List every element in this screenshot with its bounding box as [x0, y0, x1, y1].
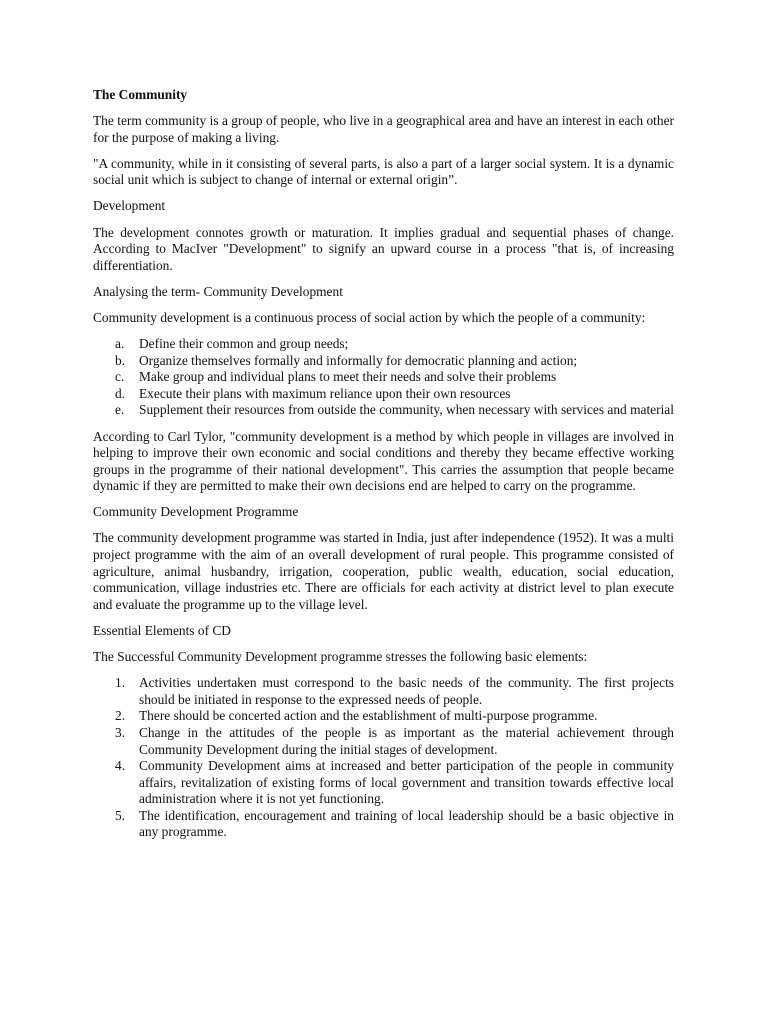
list-item-text: Community Development aims at increased and better participation of the people in community affairs, revitalization of existing forms of local government and transition towards effective local administration where it is not yet functioning. — [139, 758, 674, 807]
list-item — [93, 725, 674, 758]
list-item-text: Activities undertaken must correspond to the basic needs of the community. The first projects should be initiated in response to the expressed needs of people. — [139, 675, 674, 707]
list-item-text: Define their common and group needs; — [139, 336, 349, 352]
list-marker: c. — [115, 369, 125, 385]
list-item-text: There should be concerted action and the establishment of multi-purpose programme. — [139, 708, 598, 724]
page-title: The Community — [93, 87, 188, 102]
list-marker: 1. — [115, 675, 126, 691]
heading-essential-elements: Essential Elements of CD — [93, 622, 231, 638]
list-marker: 5. — [115, 807, 126, 823]
list-item-text: The identification, encouragement and training of local leadership should be a basic objective in any programme. — [139, 807, 674, 840]
list-item — [93, 675, 674, 708]
list-marker: 4. — [115, 758, 126, 774]
paragraph-community-quote: "A community, while in it consisting of several parts, is also a part of a larger social system. It is a dynamic social unit which is subject to change of internal or external origin”. — [93, 155, 674, 188]
list-marker: e. — [115, 402, 125, 418]
list-marker: a. — [115, 336, 125, 352]
paragraph-cd-intro: Community development is a continuous process of social action by which the people of a community: — [93, 309, 646, 325]
list-item — [93, 336, 674, 353]
list-marker: 2. — [115, 708, 126, 724]
list-marker: 3. — [115, 724, 126, 740]
paragraph-community-definition: The term community is a group of people, who live in a geographical area and have an interest in each other for the purpose of making a living. — [93, 113, 674, 145]
list-item-text: Organize themselves formally and informally for democratic planning and action; — [139, 352, 578, 368]
list-marker: b. — [115, 352, 126, 368]
list-item — [93, 402, 674, 419]
list-item-text: Make group and individual plans to meet their needs and solve their problems — [139, 369, 557, 385]
list-item-text: Supplement their resources from outside the community, when necessary with services and material — [139, 402, 674, 418]
heading-development: Development — [93, 198, 166, 214]
paragraph-tylor: According to Carl Tylor, "community development is a method by which people in villages are involved in helping to improve their own economic and social conditions and thereby they became effective working groups in the programme of their national development". This carries the assumption that people became dynamic if they are permitted to make their own decisions end are helped to carry on the programme. — [93, 428, 674, 494]
paragraph-development: The development connotes growth or maturation. It implies gradual and sequential phases of change. According to MacIver "Development" to signify an upward course in a process "that is, of increasing differentiation. — [93, 224, 674, 273]
heading-cd-programme: Community Development Programme — [93, 504, 299, 520]
list-item — [93, 758, 674, 808]
paragraph-cd-programme: The community development programme was started in India, just after independence (1952). It was a multi project programme with the aim of an overall development of rural people. This programme consisted of agriculture, animal husbandry, irrigation, cooperation, public wealth, education, social education, communication, village industries etc. There are officials for each activity at district level to plan execute and evaluate the programme up to the village level. — [93, 530, 674, 612]
list-item-text: Execute their plans with maximum reliance upon their own resources — [139, 385, 511, 401]
list-item — [93, 369, 674, 386]
heading-analysing: Analysing the term- Community Development — [93, 283, 343, 299]
list-item — [93, 386, 674, 403]
list-item — [93, 353, 674, 370]
elements-list — [93, 675, 674, 841]
list-marker: d. — [115, 385, 126, 401]
list-item — [93, 808, 674, 841]
list-item — [93, 708, 674, 725]
cd-steps-list — [93, 336, 674, 419]
paragraph-elements-intro: The Successful Community Development programme stresses the following basic elements: — [93, 649, 588, 665]
list-item-text: Change in the attitudes of the people is as important as the material achievement through Community Development during the initial stages of development. — [139, 724, 674, 757]
